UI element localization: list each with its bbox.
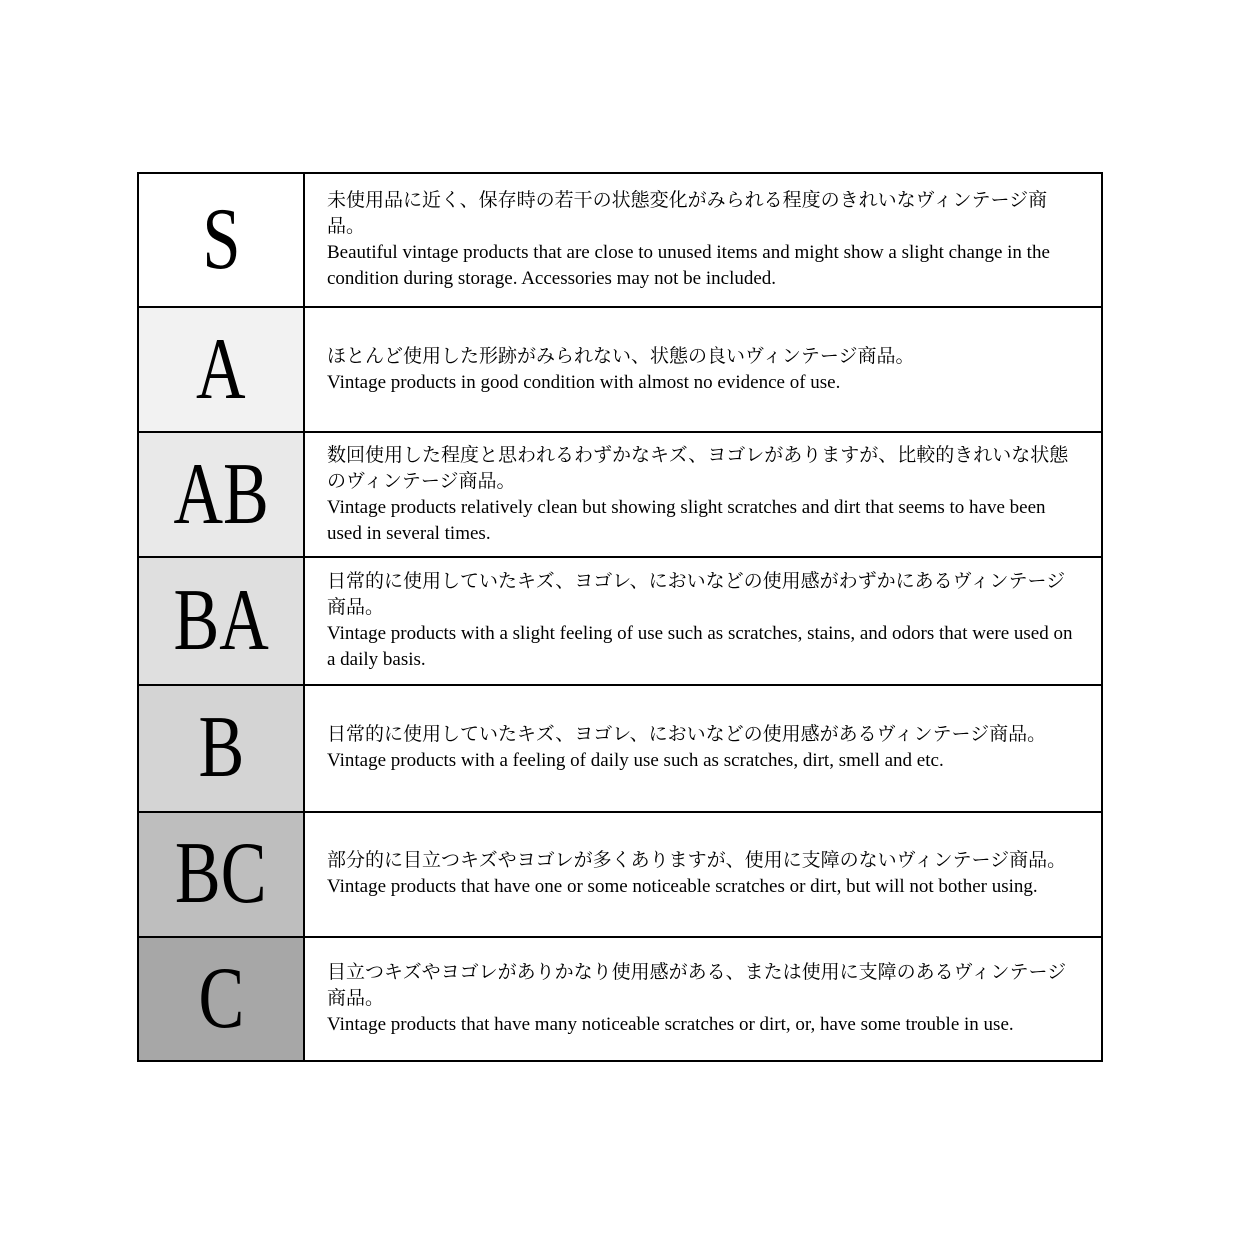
description-japanese: 日常的に使用していたキズ、ヨゴレ、においなどの使用感がわずかにあるヴィンテージ商品。	[327, 570, 1066, 618]
table-row-ba	[139, 556, 1101, 683]
table-row-s	[139, 174, 1101, 306]
grade-label-s: S	[201, 191, 241, 289]
grade-cell-c	[139, 938, 305, 1060]
description-cell-b	[305, 686, 1101, 811]
grade-label-a: A	[196, 320, 246, 418]
table-row-a	[139, 306, 1101, 430]
table-row-ab	[139, 431, 1101, 556]
description-cell-c	[305, 938, 1101, 1060]
description-cell-s	[305, 174, 1101, 306]
description-english: Vintage products with a slight feeling of use such as scratches, stains, and odors that were used on a daily basis.	[327, 622, 1073, 670]
description-english: Vintage products in good condition with almost no evidence of use.	[327, 371, 841, 393]
description-english: Vintage products relatively clean but showing slight scratches and dirt that seems to have been used in several times.	[327, 496, 1046, 544]
grade-cell-ba	[139, 558, 305, 683]
table-row-b	[139, 684, 1101, 811]
description-english: Vintage products that have many noticeable scratches or dirt, or, have some trouble in use.	[327, 1013, 1014, 1035]
grade-cell-s	[139, 174, 305, 306]
table-row-c	[139, 936, 1101, 1060]
table-row-bc	[139, 811, 1101, 935]
description-japanese: 数回使用した程度と思われるわずかなキズ、ヨゴレがありますが、比較的きれいな状態のヴィンテージ商品。	[327, 444, 1069, 492]
description-cell-ba	[305, 558, 1101, 683]
grade-label-ba: BA	[173, 571, 269, 669]
condition-grade-table	[137, 172, 1103, 1062]
grade-label-b: B	[198, 699, 244, 797]
description-english: Vintage products that have one or some noticeable scratches or dirt, but will not bother using.	[327, 876, 1038, 898]
grade-cell-bc	[139, 813, 305, 935]
description-cell-a	[305, 308, 1101, 430]
description-cell-bc	[305, 813, 1101, 935]
description-japanese: 日常的に使用していたキズ、ヨゴレ、においなどの使用感があるヴィンテージ商品。	[327, 724, 1047, 746]
grade-label-c: C	[198, 949, 244, 1047]
grade-cell-ab	[139, 433, 305, 556]
description-japanese: 部分的に目立つキズやヨゴレが多くありますが、使用に支障のないヴィンテージ商品。	[327, 850, 1067, 872]
grade-label-ab: AB	[173, 445, 269, 543]
grade-cell-a	[139, 308, 305, 430]
description-english: Vintage products with a feeling of daily use such as scratches, dirt, smell and etc.	[327, 750, 944, 772]
description-japanese: 目立つキズやヨゴレがありかなり使用感がある、または使用に支障のあるヴィンテージ商品。	[327, 961, 1067, 1009]
description-japanese: ほとんど使用した形跡がみられない、状態の良いヴィンテージ商品。	[327, 345, 915, 367]
grade-cell-b	[139, 686, 305, 811]
description-japanese: 未使用品に近く、保存時の若干の状態変化がみられる程度のきれいなヴィンテージ商品。	[327, 190, 1048, 238]
grade-label-bc: BC	[175, 825, 267, 923]
description-english: Beautiful vintage products that are close to unused items and might show a slight change in the condition during storage. Accessories may not be included.	[327, 242, 1050, 290]
description-cell-ab	[305, 433, 1101, 556]
